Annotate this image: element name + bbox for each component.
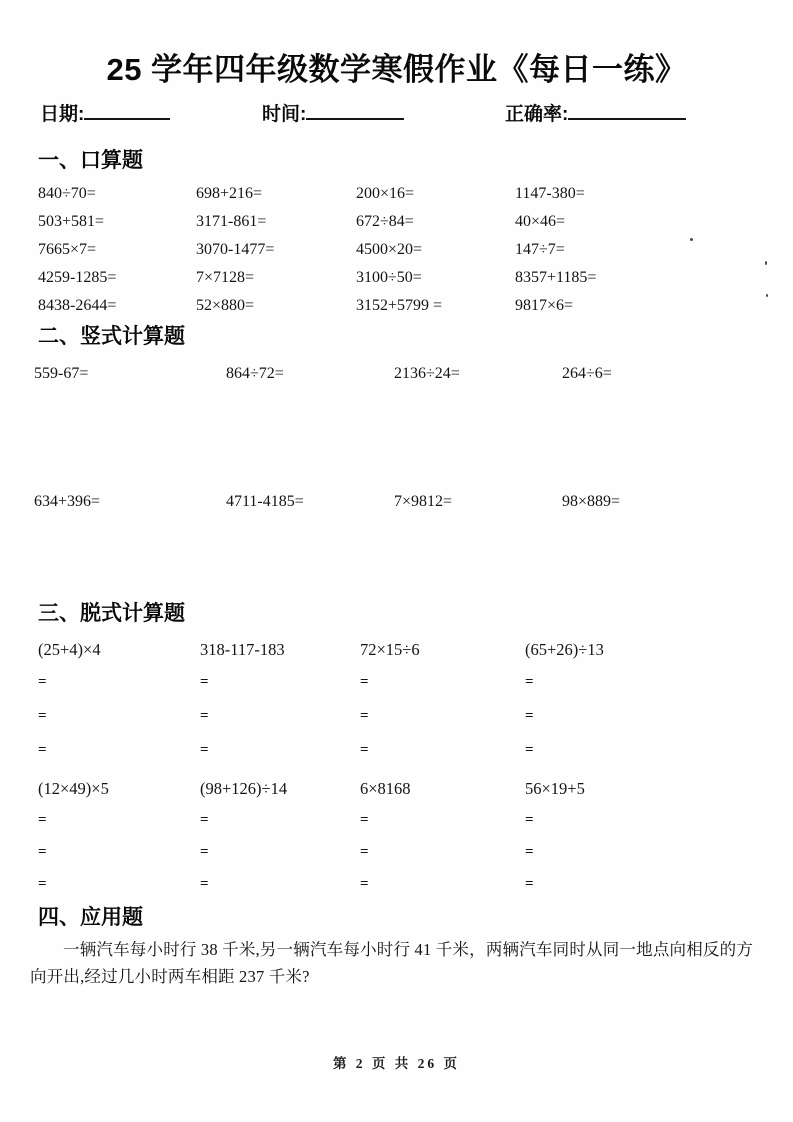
equals-sign: = bbox=[360, 843, 369, 860]
scan-speck bbox=[765, 261, 767, 265]
math-problem: 840÷70= bbox=[38, 185, 96, 202]
math-problem: 40×46= bbox=[515, 213, 566, 230]
math-problem: 4259-1285= bbox=[38, 269, 117, 286]
equals-sign: = bbox=[38, 707, 47, 724]
equals-sign: = bbox=[200, 843, 209, 860]
equals-sign: = bbox=[38, 811, 47, 828]
math-problem: 7×9812= bbox=[394, 493, 453, 510]
math-problem: 864÷72= bbox=[226, 365, 284, 382]
equals-sign: = bbox=[525, 875, 534, 892]
equals-row bbox=[0, 733, 793, 767]
equals-row bbox=[0, 836, 793, 868]
time-blank-line bbox=[306, 100, 404, 120]
math-problem: 8438-2644= bbox=[38, 297, 117, 314]
math-problem: 4711-4185= bbox=[226, 493, 304, 510]
math-problem: 52×880= bbox=[196, 297, 255, 314]
math-problem: 3171-861= bbox=[196, 213, 267, 230]
equals-sign: = bbox=[200, 673, 209, 690]
equals-sign: = bbox=[360, 875, 369, 892]
math-problem: 2136÷24= bbox=[394, 365, 460, 382]
equals-sign: = bbox=[200, 741, 209, 758]
math-problem: 698+216= bbox=[196, 185, 263, 202]
math-problem: 559-67= bbox=[34, 365, 89, 382]
section-vertical-heading: 二、竖式计算题 bbox=[38, 325, 185, 348]
equals-sign: = bbox=[200, 811, 209, 828]
word-problem-text: 一辆汽车每小时行 38 千米,另一辆汽车每小时行 41 千米，两辆汽车同时从同一地点向相反的方向开出,经过几小时两车相距 237 千米? bbox=[30, 940, 754, 986]
date-field bbox=[40, 99, 170, 126]
section-word-heading: 四、应用题 bbox=[38, 906, 143, 929]
accuracy-blank-line bbox=[568, 100, 686, 120]
equals-sign: = bbox=[525, 673, 534, 690]
accuracy-field bbox=[505, 99, 686, 126]
math-problem: 7×7128= bbox=[196, 269, 255, 286]
equals-sign: = bbox=[525, 843, 534, 860]
stepwise-group-2 bbox=[0, 774, 793, 900]
math-problem: 4500×20= bbox=[356, 241, 423, 258]
math-problem: 3100÷50= bbox=[356, 269, 422, 286]
equals-sign: = bbox=[360, 811, 369, 828]
math-problem: 3070-1477= bbox=[196, 241, 275, 258]
math-problem: 672÷84= bbox=[356, 213, 414, 230]
stepwise-problems-row bbox=[0, 774, 793, 804]
math-problem: 56×19+5 bbox=[525, 779, 585, 798]
math-problem: 7665×7= bbox=[38, 241, 97, 258]
equals-sign: = bbox=[360, 741, 369, 758]
math-problem: (98+126)÷14 bbox=[200, 779, 288, 798]
page-number-footer: 第 2 页 共 26 页 bbox=[332, 1056, 461, 1071]
equals-row bbox=[0, 804, 793, 836]
section-stepwise-heading: 三、脱式计算题 bbox=[38, 602, 185, 625]
time-label: 时间: bbox=[262, 104, 307, 125]
equals-sign: = bbox=[200, 875, 209, 892]
math-problem: 3152+5799 = bbox=[356, 297, 443, 314]
math-problem: 264÷6= bbox=[562, 365, 612, 382]
vertical-problems-row-1 bbox=[0, 360, 793, 388]
equals-sign: = bbox=[360, 673, 369, 690]
equals-row bbox=[0, 665, 793, 699]
scan-speck bbox=[690, 238, 693, 241]
vertical-problems-row-2 bbox=[0, 488, 793, 516]
math-problem: 318-117-183 bbox=[200, 640, 285, 659]
date-blank-line bbox=[84, 100, 170, 120]
math-problem: 72×15÷6 bbox=[360, 640, 420, 659]
equals-sign: = bbox=[38, 843, 47, 860]
equals-sign: = bbox=[200, 707, 209, 724]
oral-problems-grid bbox=[0, 180, 793, 320]
math-problem: 147÷7= bbox=[515, 241, 565, 258]
math-problem: 6×8168 bbox=[360, 779, 411, 798]
time-field bbox=[262, 99, 404, 126]
equals-sign: = bbox=[38, 673, 47, 690]
math-problem: (25+4)×4 bbox=[38, 640, 101, 659]
page-title: 25 学年四年级数学寒假作业《每日一练》 bbox=[106, 52, 687, 87]
section-oral-heading: 一、口算题 bbox=[38, 149, 143, 172]
scan-speck bbox=[766, 294, 768, 297]
accuracy-label: 正确率: bbox=[505, 104, 569, 125]
stepwise-problems-row bbox=[0, 635, 793, 665]
equals-sign: = bbox=[525, 741, 534, 758]
math-problem: 634+396= bbox=[34, 493, 101, 510]
equals-sign: = bbox=[38, 875, 47, 892]
math-problem: 9817×6= bbox=[515, 297, 574, 314]
math-problem: 1147-380= bbox=[515, 185, 585, 202]
equals-sign: = bbox=[525, 811, 534, 828]
stepwise-group-1 bbox=[0, 635, 793, 767]
math-problem: 98×889= bbox=[562, 493, 621, 510]
date-label: 日期: bbox=[40, 104, 85, 125]
equals-row bbox=[0, 699, 793, 733]
math-problem: 200×16= bbox=[356, 185, 415, 202]
math-problem: (65+26)÷13 bbox=[525, 640, 604, 659]
equals-sign: = bbox=[360, 707, 369, 724]
math-problem: 8357+1185= bbox=[515, 269, 597, 286]
meta-row bbox=[0, 99, 793, 135]
equals-sign: = bbox=[525, 707, 534, 724]
math-problem: (12×49)×5 bbox=[38, 779, 109, 798]
equals-sign: = bbox=[38, 741, 47, 758]
equals-row bbox=[0, 868, 793, 900]
math-problem: 503+581= bbox=[38, 213, 105, 230]
